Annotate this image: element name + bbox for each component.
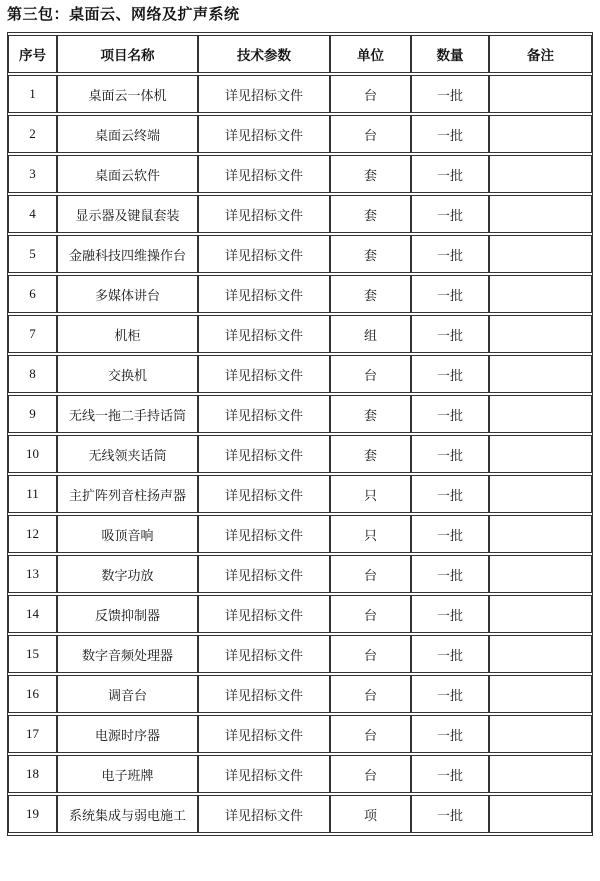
cell-tech-param: 详见招标文件 [198,355,330,393]
cell-unit: 套 [330,275,411,313]
cell-serial-number: 1 [8,75,57,113]
cell-item-name: 反馈抑制器 [57,595,198,633]
cell-tech-param: 详见招标文件 [198,715,330,753]
cell-remark [489,675,592,713]
table-row [8,275,592,313]
cell-serial-number: 10 [8,435,57,473]
cell-tech-param: 详见招标文件 [198,315,330,353]
header-col-no: 序号 [8,35,57,73]
cell-item-name: 吸顶音响 [57,515,198,553]
cell-quantity: 一批 [411,435,489,473]
cell-unit: 套 [330,235,411,273]
table-row [8,235,592,273]
cell-unit: 套 [330,435,411,473]
cell-tech-param: 详见招标文件 [198,195,330,233]
table-row [8,435,592,473]
cell-item-name: 数字功放 [57,555,198,593]
cell-quantity: 一批 [411,395,489,433]
cell-remark [489,155,592,193]
cell-item-name: 电子班牌 [57,755,198,793]
table-row [8,715,592,753]
cell-serial-number: 8 [8,355,57,393]
cell-remark [489,515,592,553]
table-row [8,675,592,713]
cell-unit: 只 [330,475,411,513]
cell-serial-number: 17 [8,715,57,753]
cell-quantity: 一批 [411,795,489,833]
cell-remark [489,755,592,793]
cell-unit: 台 [330,755,411,793]
cell-tech-param: 详见招标文件 [198,435,330,473]
cell-item-name: 桌面云终端 [57,115,198,153]
cell-remark [489,235,592,273]
cell-unit: 台 [330,355,411,393]
items-table [7,32,593,836]
cell-quantity: 一批 [411,475,489,513]
cell-remark [489,715,592,753]
cell-quantity: 一批 [411,195,489,233]
cell-item-name: 金融科技四维操作台 [57,235,198,273]
cell-item-name: 桌面云一体机 [57,75,198,113]
table-body [8,75,592,833]
cell-unit: 台 [330,675,411,713]
cell-serial-number: 9 [8,395,57,433]
cell-item-name: 系统集成与弱电施工 [57,795,198,833]
cell-unit: 台 [330,715,411,753]
cell-quantity: 一批 [411,275,489,313]
cell-item-name: 主扩阵列音柱扬声器 [57,475,198,513]
header-col-name: 项目名称 [57,35,198,73]
cell-item-name: 多媒体讲台 [57,275,198,313]
cell-item-name: 无线一拖二手持话筒 [57,395,198,433]
cell-remark [489,795,592,833]
table-row [8,195,592,233]
cell-remark [489,115,592,153]
cell-remark [489,595,592,633]
cell-serial-number: 18 [8,755,57,793]
header-col-note: 备注 [489,35,592,73]
cell-unit: 台 [330,555,411,593]
cell-item-name: 电源时序器 [57,715,198,753]
cell-quantity: 一批 [411,515,489,553]
table-row [8,595,592,633]
cell-tech-param: 详见招标文件 [198,755,330,793]
cell-tech-param: 详见招标文件 [198,275,330,313]
cell-serial-number: 15 [8,635,57,673]
cell-quantity: 一批 [411,235,489,273]
page-title: 第三包：桌面云、网络及扩声系统 [7,6,240,23]
cell-unit: 套 [330,155,411,193]
cell-item-name: 机柜 [57,315,198,353]
cell-item-name: 数字音频处理器 [57,635,198,673]
cell-serial-number: 11 [8,475,57,513]
header-col-unit: 单位 [330,35,411,73]
table-row [8,635,592,673]
cell-quantity: 一批 [411,675,489,713]
cell-remark [489,355,592,393]
header-col-qty: 数量 [411,35,489,73]
cell-quantity: 一批 [411,595,489,633]
cell-remark [489,555,592,593]
cell-serial-number: 14 [8,595,57,633]
cell-remark [489,475,592,513]
cell-unit: 台 [330,595,411,633]
cell-tech-param: 详见招标文件 [198,155,330,193]
cell-unit: 台 [330,115,411,153]
table-row [8,555,592,593]
cell-remark [489,635,592,673]
cell-remark [489,75,592,113]
cell-serial-number: 7 [8,315,57,353]
cell-unit: 套 [330,395,411,433]
cell-tech-param: 详见招标文件 [198,795,330,833]
cell-unit: 台 [330,635,411,673]
cell-unit: 套 [330,195,411,233]
table-row [8,155,592,193]
cell-quantity: 一批 [411,115,489,153]
cell-serial-number: 19 [8,795,57,833]
cell-remark [489,435,592,473]
cell-tech-param: 详见招标文件 [198,115,330,153]
cell-quantity: 一批 [411,715,489,753]
cell-unit: 项 [330,795,411,833]
cell-serial-number: 2 [8,115,57,153]
cell-serial-number: 5 [8,235,57,273]
cell-tech-param: 详见招标文件 [198,235,330,273]
cell-quantity: 一批 [411,355,489,393]
cell-tech-param: 详见招标文件 [198,395,330,433]
cell-quantity: 一批 [411,155,489,193]
table-row [8,395,592,433]
header-col-param: 技术参数 [198,35,330,73]
table-row [8,315,592,353]
table-row [8,755,592,793]
cell-item-name: 交换机 [57,355,198,393]
cell-serial-number: 16 [8,675,57,713]
header-row [8,35,592,73]
table-header-row [8,35,592,73]
table-row [8,355,592,393]
cell-unit: 组 [330,315,411,353]
cell-item-name: 无线领夹话筒 [57,435,198,473]
cell-serial-number: 4 [8,195,57,233]
cell-serial-number: 6 [8,275,57,313]
cell-quantity: 一批 [411,75,489,113]
cell-tech-param: 详见招标文件 [198,75,330,113]
cell-unit: 台 [330,75,411,113]
cell-tech-param: 详见招标文件 [198,515,330,553]
table-row [8,475,592,513]
cell-tech-param: 详见招标文件 [198,555,330,593]
cell-quantity: 一批 [411,755,489,793]
cell-remark [489,195,592,233]
cell-tech-param: 详见招标文件 [198,635,330,673]
cell-item-name: 显示器及键鼠套装 [57,195,198,233]
cell-serial-number: 3 [8,155,57,193]
cell-tech-param: 详见招标文件 [198,475,330,513]
cell-unit: 只 [330,515,411,553]
cell-quantity: 一批 [411,555,489,593]
cell-item-name: 桌面云软件 [57,155,198,193]
cell-serial-number: 12 [8,515,57,553]
cell-quantity: 一批 [411,315,489,353]
cell-tech-param: 详见招标文件 [198,595,330,633]
table-row [8,515,592,553]
cell-item-name: 调音台 [57,675,198,713]
cell-remark [489,275,592,313]
table-row [8,115,592,153]
cell-remark [489,395,592,433]
cell-serial-number: 13 [8,555,57,593]
cell-quantity: 一批 [411,635,489,673]
table-row [8,795,592,833]
table-row [8,75,592,113]
cell-remark [489,315,592,353]
cell-tech-param: 详见招标文件 [198,675,330,713]
